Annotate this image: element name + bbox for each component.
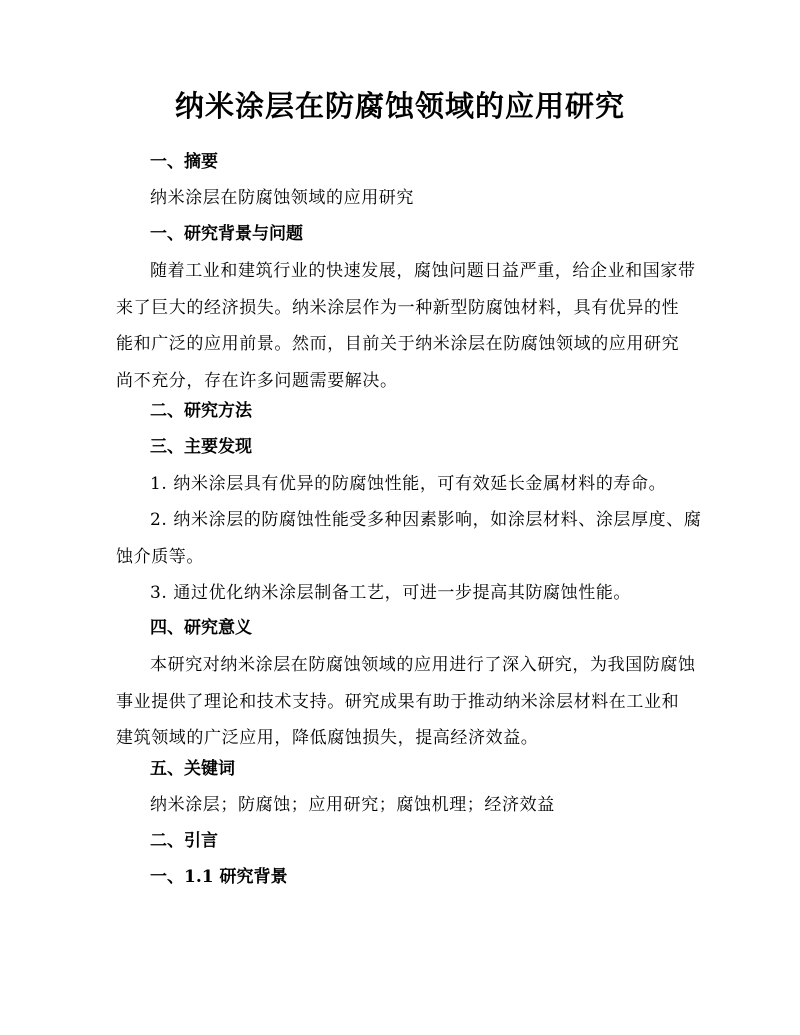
significance-heading: 四、研究意义 — [150, 618, 252, 638]
methods-heading: 二、研究方法 — [150, 401, 252, 421]
background-heading: 一、研究背景与问题 — [150, 224, 303, 244]
finding-item-2: 2. 纳米涂层的防腐蚀性能受多种因素影响，如涂层材料、涂层厚度、腐蚀介质等。 — [116, 510, 702, 567]
finding-item-3: 3. 通过优化纳米涂层制备工艺，可进一步提高其防腐蚀性能。 — [150, 583, 632, 603]
abstract-heading: 一、摘要 — [150, 152, 218, 172]
intro-heading: 二、引言 — [150, 831, 218, 851]
document-title: 纳米涂层在防腐蚀领域的应用研究 — [174, 89, 625, 123]
intro-sub-heading: 一、1.1 研究背景 — [150, 867, 288, 887]
abstract-text: 纳米涂层在防腐蚀领域的应用研究 — [150, 188, 414, 208]
keywords-text: 纳米涂层；防腐蚀；应用研究；腐蚀机理；经济效益 — [150, 795, 555, 815]
finding-item-1: 1. 纳米涂层具有优异的防腐蚀性能，可有效延长金属材料的寿命。 — [150, 474, 667, 494]
background-paragraph: 随着工业和建筑行业的快速发展，腐蚀问题日益严重，给企业和国家带来了巨大的经济损失。纳米涂层作为一种新型防腐蚀材料，具有优异的性能和广泛的应用前景。然而，目前关于纳米涂层在防腐蚀领域的应用研究尚不充分，存在许多问题需要解决。 — [116, 261, 696, 391]
keywords-heading: 五、关键词 — [150, 759, 235, 779]
findings-heading: 三、主要发现 — [150, 437, 252, 457]
significance-paragraph: 本研究对纳米涂层在防腐蚀领域的应用进行了深入研究，为我国防腐蚀事业提供了理论和技术支持。研究成果有助于推动纳米涂层材料在工业和建筑领域的广泛应用，降低腐蚀损失，提高经济效益。 — [116, 655, 696, 748]
